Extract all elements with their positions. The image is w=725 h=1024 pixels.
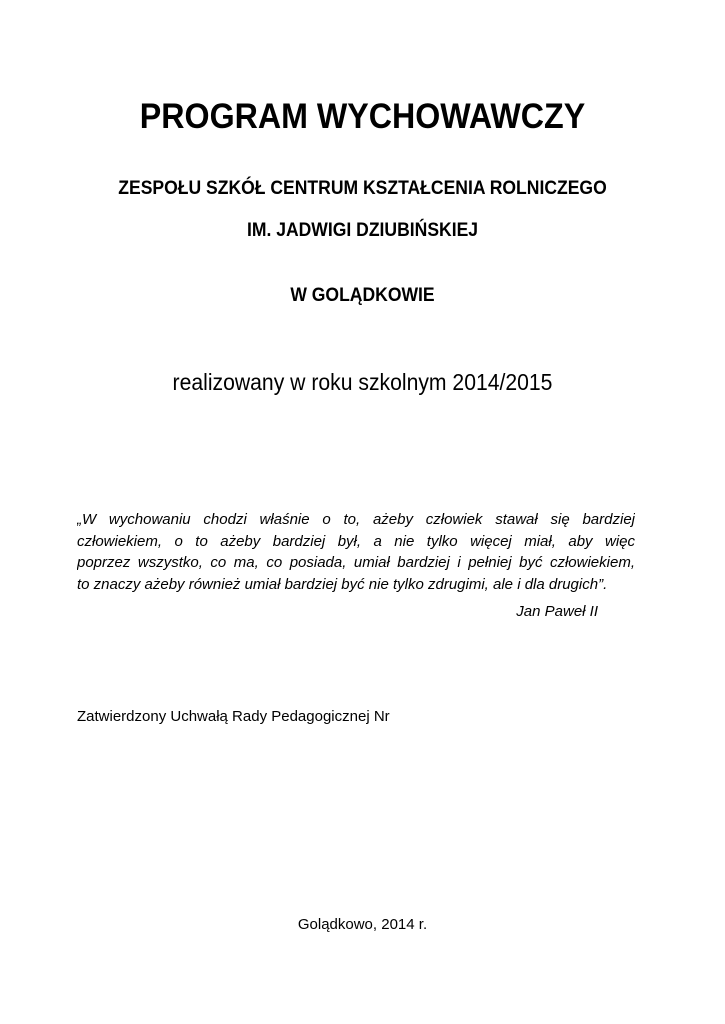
approval-text: Zatwierdzony Uchwałą Rady Pedagogicznej Nr <box>77 708 390 725</box>
school-year: realizowany w roku szkolnym 2014/2015 <box>172 369 553 395</box>
quote-block <box>77 509 635 595</box>
school-name-line-1: ZESPOŁU SZKÓŁ CENTRUM KSZTAŁCENIA ROLNICZEGO <box>118 177 607 199</box>
school-location: W GOLĄDKOWIE <box>290 284 435 306</box>
quote-author: Jan Paweł II <box>516 603 598 620</box>
quote-line: poprzez wszystko, co ma, co posiada, umiał bardziej i pełniej być człowiekiem, <box>77 554 635 571</box>
school-name-line-2: IM. JADWIGI DZIUBIŃSKIEJ <box>246 219 479 241</box>
quote-line: „W wychowaniu chodzi właśnie o to, ażeby człowiek stawał się bardziej <box>77 511 635 528</box>
quote-line: człowiekiem, o to ażeby bardziej był, a nie tylko więcej miał, aby więc <box>77 532 635 550</box>
document-title: PROGRAM WYCHOWAWCZY <box>139 97 586 136</box>
quote-line: to znaczy ażeby również umiał bardziej być nie tylko zdrugimi, ale i dla drugich”. <box>77 575 608 593</box>
place-date-footer: Golądkowo, 2014 r. <box>297 916 428 933</box>
